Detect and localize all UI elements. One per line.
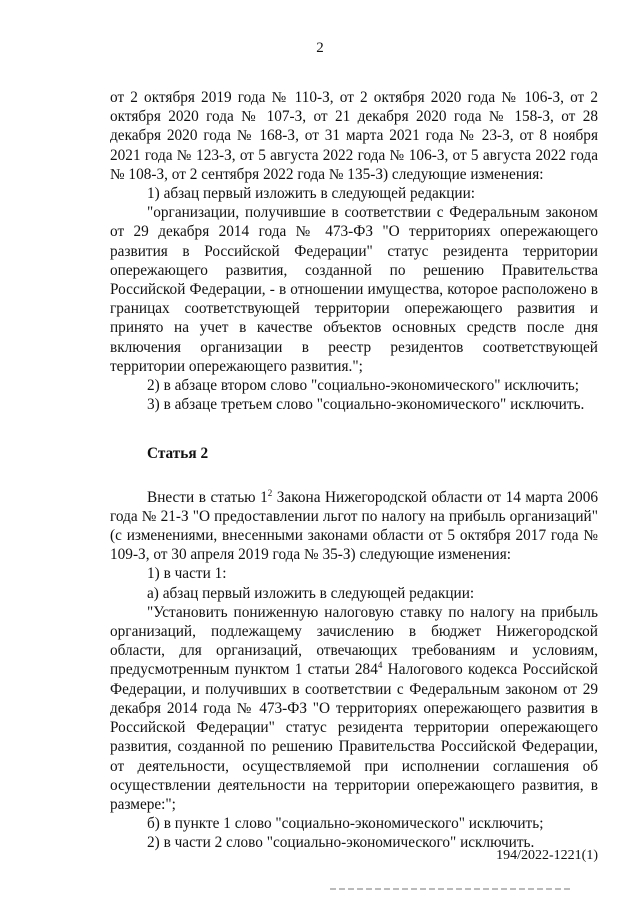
subitem-a-paragraph: а) абзац первый изложить в следующей редакции: <box>147 584 475 602</box>
tax-rate-quote-paragraph <box>110 603 598 814</box>
part-1-paragraph: 1) в части 1: <box>147 565 227 583</box>
scan-artifact-line <box>330 888 570 890</box>
part-2-paragraph: 2) в части 2 слово "социально-экономического" исключить. <box>147 834 535 852</box>
article-2-intro-paragraph <box>110 488 598 565</box>
tax-code-article-superscript: 4 <box>377 660 383 671</box>
item-3-paragraph: 3) в абзаце третьем слово "социально-экономического" исключить. <box>147 396 585 414</box>
intro-text-end: Закона Нижегородской области от 14 марта 2006 года № 21-З "О предоставлении льгот по налогу на прибыль организаций" (с изменениями, внесенными законами области от 5 октября 2017 года № 109-З, от 30 апреля 2019 года № 35-З) следующие изменения: <box>110 488 598 564</box>
page-number: 2 <box>316 40 324 56</box>
intro-text-start: Внести в статью 1 <box>147 488 268 506</box>
article-2-heading: Статья 2 <box>147 445 209 463</box>
quote-text-end: Налогового кодекса Российской Федерации, и получивших в соответствии с Федеральным законом от 29 декабря 2014 года № 473-ФЗ "О территориях опережающего развития в Российской Федерации" статус резидента территории опережающего развития, созданной по решению Правительства Российской Федерации, от деятельности, осуществляемой при исполнении соглашения об осуществлении деятельности на территории опережающего развития, в размере:"; <box>110 661 598 813</box>
amendments-list-paragraph: от 2 октября 2019 года № 110-З, от 2 октября 2020 года № 106-З, от 2 октября 2020 года № 107-З, от 21 декабря 2020 года № 158-З, от 28 декабря 2020 года № 168-З, от 31 марта 2021 года № 23-З, от 8 ноября 2021 года № 123-З, от 5 августа 2022 года № 106-З, от 5 августа 2022 года № 108-З, от 2 сентября 2022 года № 135-З) следующие изменения: <box>110 89 598 183</box>
article-superscript: 2 <box>267 487 273 498</box>
subitem-b-paragraph: б) в пункте 1 слово "социально-экономического" исключить; <box>147 815 544 833</box>
document-code: 194/2022-1221(1) <box>496 848 598 863</box>
quoted-text-paragraph: "организации, получившие в соответствии с Федеральным законом от 29 декабря 2014 года № 473-ФЗ "О территориях опережающего развития в Российской Федерации" статус резидента территории опережающего развития, созданной по решению Правительства Российской Федерации, - в отношении имущества, которое расположено в границах соответствующей территории опережающего развития и принято на учет в качестве объектов основных средств после дня включения организации в реестр резидентов соответствующей территории опережающего развития."; <box>110 204 598 375</box>
quote-text-start: "Установить пониженную налоговую ставку по налогу на прибыль организаций, подлежащему зачислению в бюджет Нижегородской области, для организаций, отвечающих требованиям и условиям, предусмотренным пунктом 1 статьи 284 <box>110 603 598 679</box>
document-body <box>110 88 598 853</box>
item-1-paragraph: 1) абзац первый изложить в следующей редакции: <box>147 185 476 203</box>
item-2-paragraph: 2) в абзаце втором слово "социально-экономического" исключить; <box>147 377 580 395</box>
